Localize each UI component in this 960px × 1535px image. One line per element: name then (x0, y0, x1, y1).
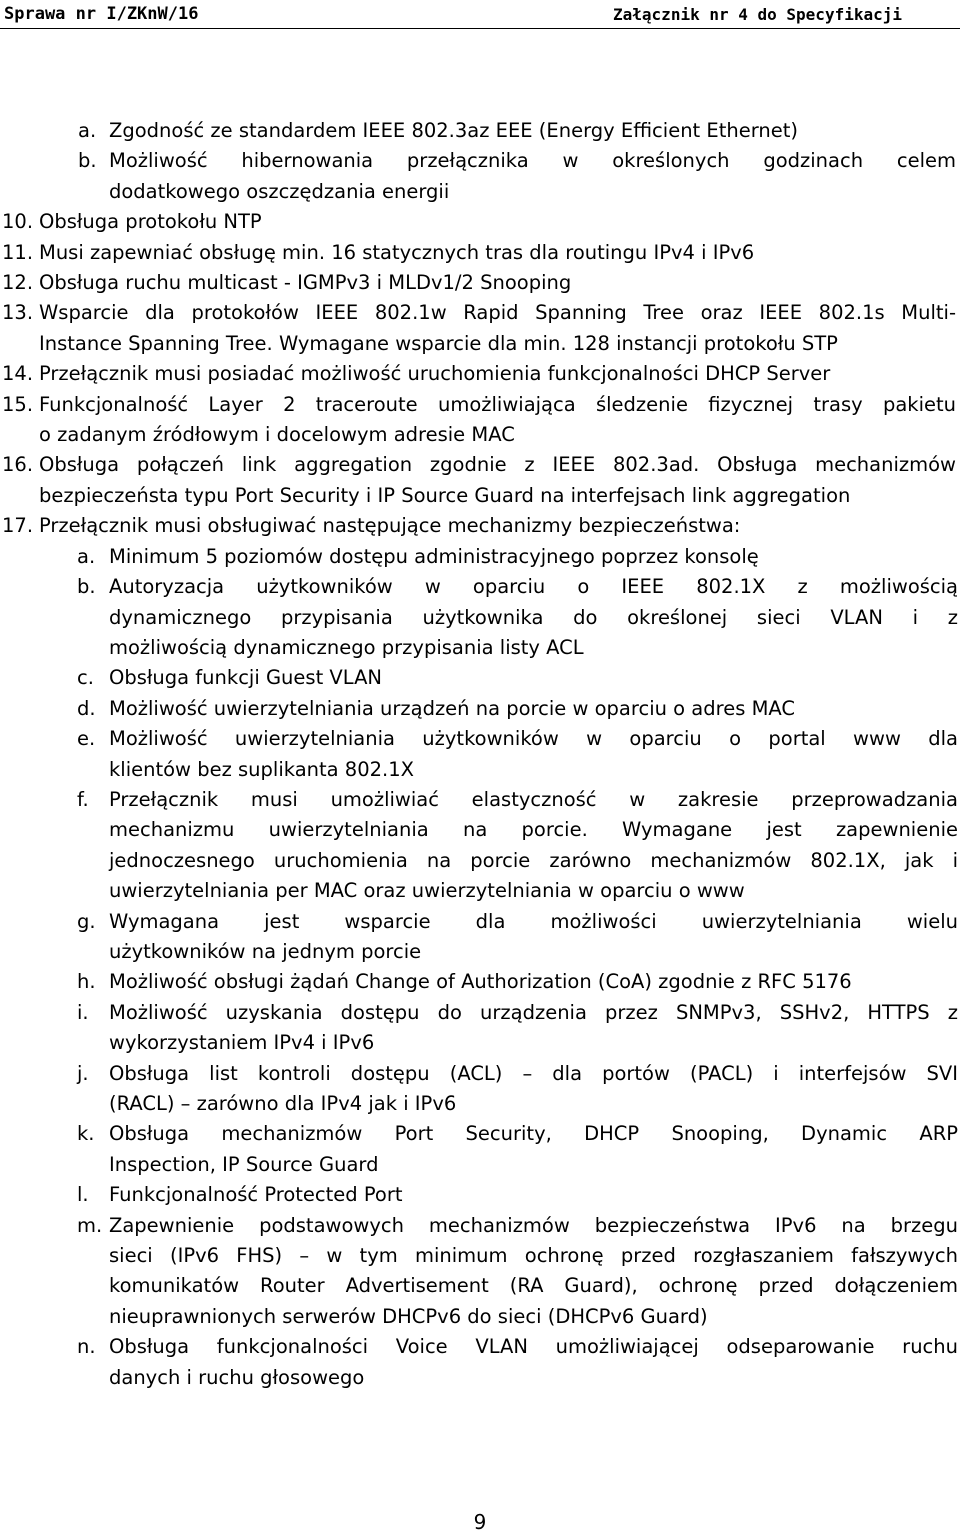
list-item-line: Możliwość hibernowania przełącznika w określonych godzinach celem (109, 149, 956, 173)
security-item (0, 1211, 958, 1333)
security-item (0, 998, 958, 1059)
list-item-line: dynamicznego przypisania użytkownika do określonej sieci VLAN i z (109, 605, 958, 629)
list-item-line: Zapewnienie podstawowych mechanizmów bezpieczeństwa IPv6 na brzegu (109, 1213, 958, 1237)
list-marker: a. (77, 544, 96, 568)
list-item-line: wykorzystaniem IPv4 i IPv6 (109, 1031, 375, 1055)
security-item (0, 1119, 958, 1180)
security-item (0, 1332, 958, 1393)
list-marker: b. (78, 149, 97, 173)
list-item-line: Przełącznik musi posiadać możliwość uruchomienia funkcjonalności DHCP Server (39, 362, 831, 386)
list-marker: 15. (2, 392, 34, 416)
attachment-label: Załącznik nr 4 do Specyfikacji (613, 5, 902, 24)
list-item-line: Autoryzacja użytkowników w oparciu o IEEE 802.1X z możliwością (109, 575, 958, 599)
security-item (0, 907, 958, 968)
list-marker: h. (77, 970, 96, 994)
list-marker: 10. (2, 210, 34, 234)
list-item-line: nieuprawnionych serwerów DHCPv6 do sieci (DHCPv6 Guard) (109, 1304, 708, 1328)
security-item (0, 967, 958, 997)
list-marker: e. (77, 727, 96, 751)
numbered-item (0, 298, 956, 359)
case-number: Sprawa nr I/ZKnW/16 (4, 4, 199, 24)
numbered-item (0, 511, 956, 541)
list-item-line: Musi zapewniać obsługę min. 16 statycznych tras dla routingu IPv4 i IPv6 (39, 240, 755, 264)
feature-item (0, 116, 956, 146)
list-item-line: Obsługa połączeń link aggregation zgodnie z IEEE 802.3ad. Obsługa mechanizmów (39, 453, 956, 477)
list-marker: m. (77, 1213, 103, 1237)
list-item-line: użytkowników na jednym porcie (109, 939, 422, 963)
list-marker: j. (77, 1061, 89, 1085)
list-item-line: Obsługa list kontroli dostępu (ACL) – dla portów (PACL) i interfejsów SVI (109, 1061, 958, 1085)
list-item-line: Obsługa protokołu NTP (39, 210, 262, 234)
list-item-line: Minimum 5 poziomów dostępu administracyjnego poprzez konsolę (109, 544, 759, 568)
security-item (0, 542, 958, 572)
security-item (0, 663, 958, 693)
list-item-line: Przełącznik musi obsługiwać następujące mechanizmy bezpieczeństwa: (39, 514, 741, 538)
list-item-line: mechanizmu uwierzytelniania na porcie. Wymagane jest zapewnienie (109, 818, 958, 842)
list-item-line: sieci (IPv6 FHS) – w tym minimum ochronę przed rozgłaszaniem fałszywych (109, 1244, 958, 1268)
security-item (0, 1180, 958, 1210)
list-item-line: Wymagana jest wsparcie dla możliwości uwierzytelniania wielu (109, 909, 958, 933)
page-number: 9 (473, 1510, 487, 1534)
list-item-line: Możliwość uzyskania dostępu do urządzenia przez SNMPv3, SSHv2, HTTPS z (109, 1000, 958, 1024)
numbered-item (0, 268, 956, 298)
list-item-line: Funkcjonalność Protected Port (109, 1183, 403, 1207)
list-marker: n. (77, 1335, 96, 1359)
list-item-line: klientów bez suplikanta 802.1X (109, 757, 414, 781)
list-marker: l. (77, 1183, 89, 1207)
feature-item (0, 146, 956, 207)
security-item (0, 694, 958, 724)
list-item-line: o zadanym źródłowym i docelowym adresie MAC (39, 423, 515, 447)
list-item-line: dodatkowego oszczędzania energii (109, 179, 450, 203)
header-divider (0, 28, 960, 29)
list-item-line: Inspection, IP Source Guard (109, 1152, 379, 1176)
list-marker: c. (77, 666, 94, 690)
page-header (0, 0, 960, 26)
list-marker: 11. (2, 240, 34, 264)
list-item-line: (RACL) – zarówno dla IPv4 jak i IPv6 (109, 1092, 457, 1115)
numbered-item (0, 390, 956, 451)
list-item-line: Funkcjonalność Layer 2 traceroute umożliwiająca śledzenie fizycznej trasy pakietu (39, 392, 956, 416)
numbered-item (0, 207, 956, 237)
list-item-line: Możliwość uwierzytelniania urządzeń na porcie w oparciu o adres MAC (109, 696, 796, 720)
list-item-line: uwierzytelniania per MAC oraz uwierzytelniania w oparciu o www (109, 879, 745, 903)
security-item (0, 724, 958, 785)
list-marker: g. (77, 909, 96, 933)
list-marker: 14. (2, 362, 34, 386)
list-marker: i. (77, 1000, 89, 1024)
list-item-line: Obsługa mechanizmów Port Security, DHCP Snooping, Dynamic ARP (109, 1122, 958, 1146)
security-item (0, 785, 958, 907)
list-item-line: możliwością dynamicznego przypisania listy ACL (109, 635, 584, 659)
list-marker: 17. (2, 514, 34, 538)
security-item (0, 1059, 958, 1120)
list-marker: f. (77, 787, 89, 811)
numbered-item (0, 450, 956, 511)
list-marker: d. (77, 696, 96, 720)
list-item-line: Obsługa ruchu multicast - IGMPv3 i MLDv1/2 Snooping (39, 271, 572, 295)
list-marker: 16. (2, 453, 34, 477)
list-item-line: Możliwość uwierzytelniania użytkowników w oparciu o portal www dla (109, 727, 958, 751)
document-body (0, 116, 960, 1393)
list-item-line: Wsparcie dla protokołów IEEE 802.1w Rapid Spanning Tree oraz IEEE 802.1s Multi- (39, 301, 956, 325)
list-item-line: Instance Spanning Tree. Wymagane wsparcie dla min. 128 instancji protokołu STP (39, 331, 838, 355)
list-item-line: Zgodność ze standardem IEEE 802.3az EEE (Energy Efficient Ethernet) (109, 119, 799, 142)
list-marker: 13. (2, 301, 34, 325)
list-marker: a. (78, 119, 97, 142)
security-item (0, 572, 958, 663)
list-item-line: Możliwość obsługi żądań Change of Authorization (CoA) zgodnie z RFC 5176 (109, 970, 852, 994)
list-item-line: komunikatów Router Advertisement (RA Guard), ochronę przed dołączeniem (109, 1274, 958, 1298)
list-item-line: Obsługa funkcji Guest VLAN (109, 666, 382, 690)
list-marker: k. (77, 1122, 95, 1146)
list-item-line: bezpieczeństa typu Port Security i IP Source Guard na interfejsach link aggregation (39, 483, 851, 507)
list-marker: b. (77, 575, 96, 599)
list-item-line: Obsługa funkcjonalności Voice VLAN umożliwiającej odseparowanie ruchu (109, 1335, 958, 1359)
numbered-item (0, 359, 956, 389)
list-item-line: danych i ruchu głosowego (109, 1365, 365, 1389)
list-item-line: jednoczesnego uruchomienia na porcie zarówno mechanizmów 802.1X, jak i (109, 848, 958, 872)
numbered-item (0, 238, 956, 268)
list-item-line: Przełącznik musi umożliwiać elastyczność w zakresie przeprowadzania (109, 787, 958, 811)
list-marker: 12. (2, 271, 34, 295)
